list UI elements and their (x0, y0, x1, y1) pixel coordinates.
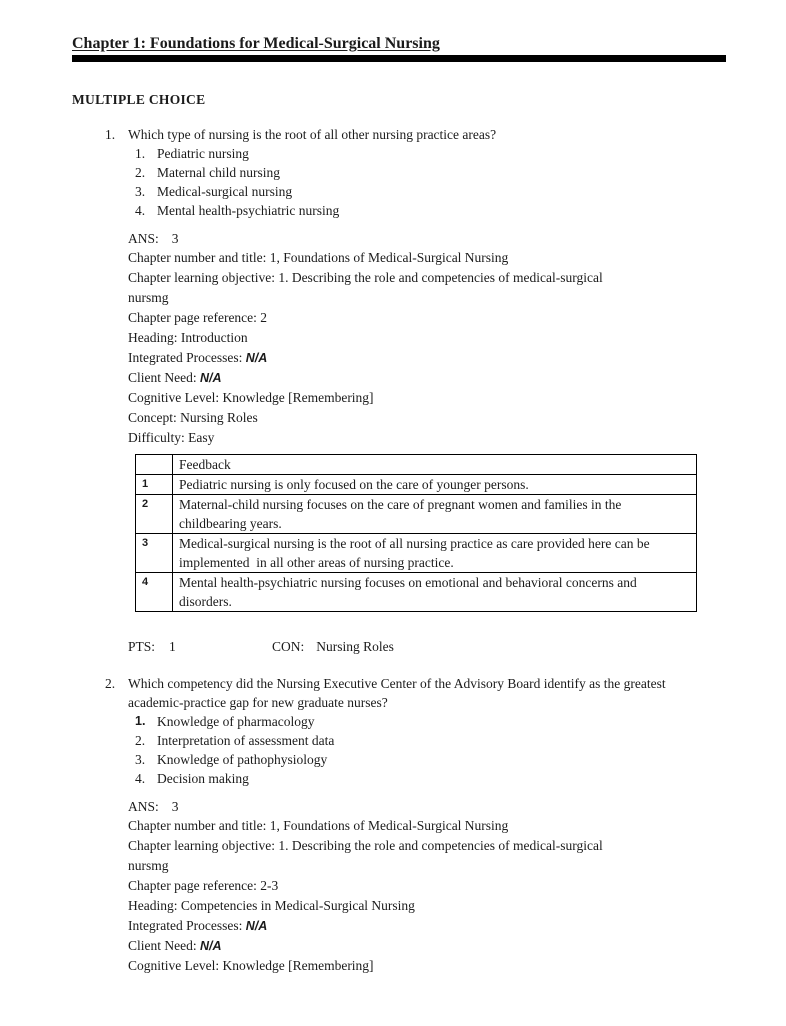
ans-label: ANS: (128, 231, 159, 246)
question-stem (72, 674, 728, 712)
answer-option (72, 144, 728, 163)
feedback-text-cell: Pediatric nursing is only focused on the care of younger persons. (173, 475, 697, 495)
question-number: 1. (105, 127, 116, 142)
meta-line: Client Need: N/A (128, 370, 222, 385)
feedback-header-cell: Feedback (173, 455, 697, 475)
option-text: Maternal child nursing (157, 165, 280, 180)
meta-line: Chapter learning objective: 1. Describing the role and competencies of medical-surgical (128, 838, 603, 853)
option-number: 3. (135, 752, 146, 767)
meta-line: Chapter number and title: 1, Foundations of Medical-Surgical Nursing (128, 250, 509, 265)
pts-label: PTS: (128, 639, 156, 654)
section-heading-multiple-choice: MULTIPLE CHOICE (72, 92, 206, 107)
feedback-number-cell (136, 455, 173, 475)
option-number: 4. (135, 771, 146, 786)
answer-option (72, 712, 728, 731)
option-number: 1. (135, 714, 146, 728)
con-label: CON: (272, 639, 305, 654)
meta-line: Chapter page reference: 2 (128, 310, 268, 325)
meta-line: Cognitive Level: Knowledge [Remembering] (128, 958, 374, 973)
option-text: Decision making (157, 771, 249, 786)
answer-option (72, 182, 728, 201)
option-text: Knowledge of pathophysiology (157, 752, 328, 767)
feedback-number-cell: 4 (136, 573, 173, 612)
con-value: Nursing Roles (316, 639, 394, 654)
feedback-row (136, 534, 697, 573)
question-2 (72, 674, 728, 976)
answer-option (72, 731, 728, 750)
option-text: Interpretation of assessment data (157, 733, 335, 748)
answer-option (72, 750, 728, 769)
ans-value: 3 (171, 231, 179, 246)
question-number: 2. (105, 676, 116, 691)
answer-option (72, 201, 728, 220)
meta-line: Heading: Introduction (128, 330, 248, 345)
pts-value: 1 (169, 639, 176, 654)
pts-group (128, 637, 272, 656)
na-value: N/A (199, 939, 222, 953)
option-number: 2. (135, 733, 146, 748)
feedback-text-cell: Maternal-child nursing focuses on the care of pregnant women and families in the childbearing years. (173, 495, 697, 534)
question-1 (72, 125, 728, 656)
ans-label: ANS: (128, 799, 159, 814)
meta-line: nursmg (128, 290, 169, 305)
feedback-number-cell: 3 (136, 534, 173, 573)
feedback-text-cell: Mental health-psychiatric nursing focuses on emotional and behavioral concerns and disorders. (173, 573, 697, 612)
answer-option (72, 163, 728, 182)
option-text: Pediatric nursing (157, 146, 249, 161)
meta-line: Cognitive Level: Knowledge [Remembering] (128, 390, 374, 405)
meta-line: Chapter number and title: 1, Foundations of Medical-Surgical Nursing (128, 818, 509, 833)
feedback-number-cell: 2 (136, 495, 173, 534)
answer-option (72, 769, 728, 788)
meta-line: Chapter learning objective: 1. Describing the role and competencies of medical-surgical (128, 270, 603, 285)
feedback-text-cell: Medical-surgical nursing is the root of all nursing practice as care provided here can be implemented in all other areas of nursing practice. (173, 534, 697, 573)
na-value: N/A (245, 919, 268, 933)
ans-value: 3 (171, 799, 179, 814)
feedback-header-row (136, 455, 697, 475)
meta-line: Integrated Processes: N/A (128, 918, 268, 933)
na-value: N/A (245, 351, 268, 365)
feedback-number-cell: 1 (136, 475, 173, 495)
meta-line: nursmg (128, 858, 169, 873)
meta-line: Difficulty: Easy (128, 430, 215, 445)
answer-rationale-block (128, 797, 720, 976)
option-number: 3. (135, 184, 146, 199)
meta-line: Heading: Competencies in Medical-Surgical Nursing (128, 898, 415, 913)
option-text: Knowledge of pharmacology (157, 714, 315, 729)
question-text: Which type of nursing is the root of all other nursing practice areas? (128, 127, 497, 142)
option-text: Medical-surgical nursing (157, 184, 293, 199)
meta-line: Concept: Nursing Roles (128, 410, 258, 425)
option-text: Mental health-psychiatric nursing (157, 203, 340, 218)
answer-line (128, 797, 720, 816)
title-rule (72, 55, 726, 62)
feedback-row (136, 475, 697, 495)
meta-line: Chapter page reference: 2-3 (128, 878, 279, 893)
feedback-row (136, 495, 697, 534)
na-value: N/A (199, 371, 222, 385)
option-number: 1. (135, 146, 146, 161)
answer-line (128, 229, 720, 248)
question-text: Which competency did the Nursing Executive Center of the Advisory Board identify as the greatest academic-practice gap for new graduate nurses? (128, 676, 666, 710)
feedback-row (136, 573, 697, 612)
option-number: 2. (135, 165, 146, 180)
question-stem (72, 125, 728, 144)
answer-rationale-block (128, 229, 720, 448)
meta-line: Client Need: N/A (128, 938, 222, 953)
feedback-table (135, 454, 697, 612)
chapter-title: Chapter 1: Foundations for Medical-Surgical Nursing (72, 35, 440, 52)
meta-line: Integrated Processes: N/A (128, 350, 268, 365)
points-line (128, 637, 728, 656)
option-number: 4. (135, 203, 146, 218)
